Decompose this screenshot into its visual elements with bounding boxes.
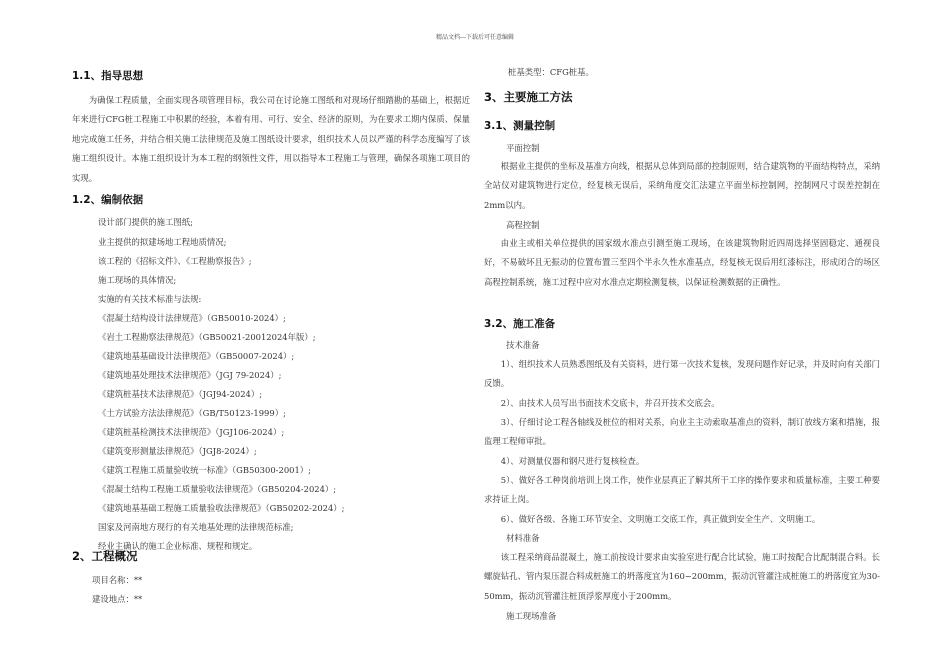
basis-item: 施工现场的具体情况; xyxy=(98,275,177,285)
basis-item: 《建筑地基基础工程施工质量验收法律规范》（GB50202-2024）; xyxy=(98,503,345,513)
tech-prep-item: 4）、对测量仪器和钢尺进行复核检查。 xyxy=(500,456,645,466)
site-prep-label: 施工现场准备 xyxy=(506,611,557,621)
basis-item: 设计部门提供的施工图纸; xyxy=(98,217,193,227)
tech-prep-label: 技术准备 xyxy=(506,340,540,350)
basis-item: 《混凝土结构设计法律规范》（GB50010-2024）; xyxy=(98,313,286,323)
pile-type: 桩基类型：CFG桩基。 xyxy=(508,67,594,77)
section-1-1-body: 为确保工程质量，全面实现各项管理目标，我公司在讨论施工图纸和对现场仔细踏勘的基础上，根据近年来进行CFG桩工程施工中积累的经验，本着有用、可行、安全、经济的原则，为在要求工期内保质、保量地完成施工任务，并结合相关施工法律规范及施工图纸设计要求，组织技术人员以严谨的科学态度编写了该施工组织设计。本施工组织设计为本工程的纲领性文件，用以指导本工程施工与管理，确保各项施工项目的实现。 xyxy=(72,95,470,183)
elevation-control-label: 高程控制 xyxy=(506,220,540,230)
tech-prep-item: 3）、仔细讨论工程各轴线及桩位的相对关系，向业主主动索取基准点的资料，制订放线方案和措施，报监理工程师审批。 xyxy=(484,417,880,447)
page-header: 精品文档---下载后可任意编辑 xyxy=(435,34,515,41)
basis-item: 《岩土工程勘察法律规范》（GB50021-20012024年版）; xyxy=(98,332,316,342)
plane-control-body: 根据业主提供的坐标及基准方向线，根据从总体到局部的控制原则，结合建筑物的平面结构特点，采纳全站仪对建筑物进行定位，经复核无误后，采纳角度交汇法建立平面坐标控制网，控制网尺寸误差控制在2mm以内。 xyxy=(484,161,880,210)
basis-item: 《建筑变形测量法律规范》（JGJ8-2024）; xyxy=(98,446,257,456)
section-3-title: 3、主要施工方法 xyxy=(484,90,573,104)
basis-item: 《建筑工程施工质量验收统一标准》（GB50300-2001）; xyxy=(98,465,312,475)
section-3-2-title: 3.2、施工准备 xyxy=(484,318,556,330)
basis-item: 《建筑桩基技术法律规范》（JGJ94-2024）; xyxy=(98,389,263,399)
section-2-title: 2、工程概况 xyxy=(72,549,138,563)
basis-item: 《混凝土结构工程施工质量验收法律规范》（GB50204-2024）; xyxy=(98,484,337,494)
basis-item: 实施的有关技术标准与法规: xyxy=(98,294,202,304)
basis-item: 经业主确认的施工企业标准、规程和规定。 xyxy=(98,541,258,551)
tech-prep-item: 2）、由技术人员写出书面技术交底卡，并召开技术交底会。 xyxy=(500,398,720,408)
elevation-control-body: 由业主或相关单位提供的国家级水准点引测至施工现场，在该建筑物附近四周选择坚固稳定、通视良好，不易破坏且无振动的位置布置三至四个半永久性水准基点，经复核无误后用红漆标注，形成闭合的场区高程控制系统，施工过程中应对水准点定期检测复核，以保证检测数据的正确性。 xyxy=(484,238,880,287)
section-3-1-title: 3.1、测量控制 xyxy=(484,120,556,132)
basis-item: 该工程的《招标文件》、《工程勘察报告》; xyxy=(98,256,252,266)
tech-prep-item: 1）、组织技术人员熟悉图纸及有关资料，进行第一次技术复核，发现问题作好记录，并及时向有关部门反馈。 xyxy=(484,359,880,389)
overview-item: 建设地点：** xyxy=(92,594,143,604)
tech-prep-item: 5）、做好各工种岗前培训上岗工作，使作业层真正了解其所干工序的操作要求和质量标准，主要工种要求持证上岗。 xyxy=(484,475,880,505)
plane-control-label: 平面控制 xyxy=(506,143,540,153)
basis-item: 国家及河南地方现行的有关地基处理的法律规范标准; xyxy=(98,522,294,532)
basis-item: 《土方试验方法法律规范》（GB/T50123-1999）; xyxy=(98,408,286,418)
basis-item: 《建筑地基基础设计法律规范》（GB50007-2024）; xyxy=(98,351,295,361)
basis-item: 业主提供的拟建场地工程地质情况; xyxy=(98,237,227,247)
tech-prep-item: 6）、做好各级、各施工环节安全、文明施工交底工作，真正做到安全生产、文明施工。 xyxy=(500,514,821,524)
overview-item: 项目名称：** xyxy=(92,575,143,585)
material-prep-body: 该工程采纳商品混凝土，施工前按设计要求由实验室进行配合比试验，施工时按配合比配制混合料。长螺旋钻孔、管内泵压混合料成桩施工的坍落度宜为160~200mm，振动沉管灌注成桩施工的坍落度宜为30-50mm，振动沉管灌注桩顶浮浆厚度小于200mm。 xyxy=(484,552,880,601)
section-1-2-title: 1.2、编制依据 xyxy=(72,194,144,206)
section-1-1-title: 1.1、指导思想 xyxy=(72,70,144,82)
basis-item: 《建筑地基处理技术法律规范》（JGJ 79-2024）; xyxy=(98,370,282,380)
material-prep-label: 材料准备 xyxy=(506,533,540,543)
basis-item: 《建筑桩基检测技术法律规范》（JGJ106-2024）; xyxy=(98,427,285,437)
